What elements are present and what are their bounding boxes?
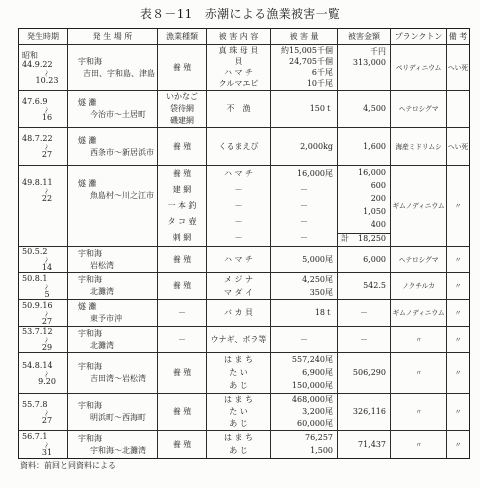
- value-total-line: [338, 233, 390, 244]
- sea-area: 宇和海: [78, 328, 102, 338]
- value-cell: [337, 431, 390, 458]
- value-cell: [337, 273, 390, 299]
- fishery-cell: [157, 353, 206, 393]
- date-cell: [19, 353, 67, 393]
- fishery-type: 養 殖: [172, 141, 192, 151]
- damage-amount: 150,000尾: [291, 381, 333, 391]
- damage-value: 4,500: [363, 104, 386, 113]
- damage-value: 313,000: [352, 58, 386, 67]
- fishery-type: 養 殖: [172, 439, 192, 449]
- location-cell: [67, 247, 157, 272]
- table-row: [19, 273, 469, 300]
- date-range-separator: [19, 256, 67, 263]
- header-plankton: プランクトン: [390, 29, 446, 44]
- table-row: [19, 128, 469, 166]
- date-range-separator: [19, 187, 67, 194]
- fishery-type: 磯建網: [170, 116, 194, 125]
- location-cell: [67, 128, 157, 165]
- place-name: 西条市～新居浜市: [90, 147, 154, 157]
- damage-amount: 約15,005千個: [281, 45, 333, 55]
- amount-cell: [270, 128, 337, 165]
- fishery-type: タ コ 壺: [167, 217, 197, 226]
- fishery-type: 養 殖: [172, 169, 192, 178]
- damage-cell: [206, 273, 270, 299]
- damage-item: ウナギ、ボラ等: [210, 334, 267, 344]
- range-tilde: ～: [41, 69, 50, 77]
- range-tilde: ～: [41, 106, 50, 114]
- remarks-cell: [446, 128, 469, 165]
- amount-cell: [270, 353, 337, 393]
- damage-item: 貝: [234, 56, 243, 66]
- date-range-separator: [19, 370, 67, 377]
- fishery-type: －: [178, 334, 186, 344]
- remarks-cell: [446, 273, 469, 299]
- table-row: [19, 247, 469, 273]
- damage-item: クルマエビ: [218, 79, 259, 89]
- plankton-name: 〃: [415, 369, 422, 377]
- remarks-cell: [446, 45, 469, 90]
- era-label: 昭和: [22, 50, 38, 60]
- amount-cell: [270, 91, 337, 127]
- place-name: 岩松湾: [90, 260, 114, 270]
- damage-item: 不 漁: [226, 104, 251, 113]
- start-date: 50.9.16: [22, 300, 53, 310]
- damage-value: 1,050: [363, 207, 386, 217]
- location-cell: [67, 431, 157, 458]
- amount-cell: [270, 431, 337, 458]
- range-tilde: ～: [41, 283, 50, 291]
- fishery-type: 養 殖: [172, 407, 192, 416]
- value-cell: [337, 247, 390, 272]
- place-name: 吉田湾～岩松湾: [90, 374, 146, 383]
- date-cell: [19, 166, 67, 246]
- date-cell: [19, 273, 67, 299]
- date-range-separator: [19, 409, 67, 416]
- date-cell: [19, 247, 67, 272]
- end-date: 16: [41, 112, 53, 122]
- location-cell: [67, 327, 157, 352]
- place-name: 今治市～土居町: [90, 110, 146, 119]
- place-name: 北灘湾: [90, 287, 114, 296]
- remarks-cell: [446, 394, 469, 430]
- damage-cell: [206, 166, 270, 246]
- start-date: 49.8.11: [22, 178, 53, 187]
- fishery-cell: [157, 431, 206, 458]
- damage-amount: 150ｔ: [309, 104, 333, 113]
- range-tilde: ～: [41, 144, 50, 151]
- place-name: 東予市沖: [90, 314, 122, 323]
- date-cell: [19, 394, 67, 430]
- damage-amount: 2,000kg: [300, 141, 333, 151]
- plankton-name: 〃: [415, 335, 422, 344]
- fishery-cell: [157, 273, 206, 299]
- damage-item: は ま ち: [223, 354, 254, 364]
- end-date: 29: [41, 343, 53, 352]
- table-body: [19, 45, 469, 458]
- amount-cell: [270, 394, 337, 430]
- table-row: [19, 166, 469, 247]
- date-cell: [19, 91, 67, 127]
- damage-item: た い: [229, 367, 248, 377]
- plankton-cell: [390, 128, 446, 165]
- amount-cell: [270, 166, 337, 246]
- plankton-name: ギムノディニウム: [392, 309, 445, 317]
- value-cell: [337, 128, 390, 165]
- end-date: 27: [41, 316, 53, 326]
- start-date: 50.8.1: [22, 273, 48, 283]
- date-range-separator: [19, 69, 67, 76]
- fishery-cell: [157, 128, 206, 165]
- damage-value: －: [360, 334, 368, 344]
- amount-cell: [270, 247, 337, 272]
- damage-amount: 18ｔ: [314, 308, 333, 317]
- damage-item: は ま ち: [223, 395, 254, 404]
- value-cell: [337, 91, 390, 127]
- damage-cell: [206, 247, 270, 272]
- remarks-cell: [446, 166, 469, 246]
- damage-cell: [206, 91, 270, 127]
- damage-amount: －: [300, 233, 308, 242]
- remarks-cell: [446, 91, 469, 127]
- end-date: 27: [41, 150, 53, 159]
- damage-item: ハ マ チ: [223, 254, 254, 264]
- damage-value: 71,437: [358, 439, 386, 449]
- header-occurrence-period: 発生時期: [27, 31, 59, 41]
- table-row: [19, 45, 469, 91]
- value-cell: [337, 394, 390, 430]
- end-date: 10.23: [35, 75, 59, 85]
- place-name: 明浜町～西海町: [90, 413, 146, 422]
- plankton-cell: [390, 45, 446, 90]
- sea-area: 宇和海: [78, 362, 102, 371]
- sea-area: 燧 灘: [78, 98, 97, 107]
- range-tilde: ～: [41, 409, 50, 417]
- damage-cell: [206, 128, 270, 165]
- damage-amount: 6,900尾: [302, 367, 333, 377]
- fishery-type: 養 殖: [172, 281, 192, 290]
- header-damage-value: 被害金額: [337, 29, 390, 44]
- sea-area: 宇和海: [78, 275, 102, 284]
- damage-amount: 16,000尾: [297, 169, 333, 178]
- sea-area: 宇和海: [78, 248, 102, 258]
- header-location: 発 生 場 所: [67, 29, 157, 44]
- damage-item: くるまえび: [218, 141, 259, 151]
- value-total-label: 計: [341, 234, 349, 244]
- remarks-cell: [446, 431, 469, 458]
- date-cell: [19, 327, 67, 352]
- range-tilde: ～: [41, 257, 50, 264]
- amount-cell: [270, 45, 337, 90]
- value-cell: [337, 353, 390, 393]
- fishery-type: 養 殖: [172, 368, 192, 377]
- date-range-separator: [19, 310, 67, 317]
- sea-area: 燧 灘: [78, 179, 97, 188]
- fishery-cell: [157, 300, 206, 326]
- fishery-type: 刺 網: [172, 233, 192, 242]
- damage-item: 真 珠 母 貝: [218, 45, 259, 55]
- sea-area: 宇和海: [78, 56, 102, 66]
- plankton-cell: [390, 431, 446, 458]
- table-row: [19, 353, 469, 394]
- end-date: 22: [41, 194, 53, 203]
- damage-value: 200: [370, 193, 386, 203]
- damage-amount: 557,240尾: [291, 354, 333, 364]
- damage-cell: [206, 327, 270, 352]
- location-cell: [67, 273, 157, 299]
- start-date: 56.7.1: [22, 432, 48, 441]
- remarks-text: 〃: [454, 369, 462, 377]
- damage-value: －: [360, 308, 368, 317]
- damage-amount: 1,500: [310, 446, 333, 456]
- fishery-cell: [157, 45, 206, 90]
- remarks-text: へい死: [447, 142, 469, 151]
- damage-cell: [206, 353, 270, 393]
- plankton-cell: [390, 327, 446, 352]
- date-range-separator: [19, 441, 67, 448]
- start-date: 44.9.22: [22, 59, 53, 69]
- fishery-type: 養 殖: [172, 254, 192, 264]
- fishery-type: いかなご: [166, 92, 198, 101]
- plankton-cell: [390, 166, 446, 246]
- fishery-cell: [157, 327, 206, 352]
- damage-amount: 24,705千個: [289, 56, 333, 66]
- damage-item: は ま ち: [223, 432, 254, 442]
- plankton-name: ギムノディニウム: [392, 202, 445, 210]
- header-damage-amount: 被 害 量: [270, 29, 337, 44]
- remarks-text: 〃: [454, 440, 462, 449]
- header-fishery-type: 漁業種類: [157, 29, 206, 44]
- location-cell: [67, 45, 157, 90]
- place-name: 魚島村～川之江市: [90, 191, 154, 200]
- value-unit: 千円: [370, 47, 386, 56]
- plankton-name: 〃: [415, 440, 422, 449]
- header-remarks: 備 考: [446, 29, 469, 44]
- value-cell: [337, 327, 390, 352]
- value-cell: [337, 300, 390, 326]
- date-range-separator: [19, 143, 67, 150]
- remarks-cell: [446, 247, 469, 272]
- fishery-type: －: [178, 308, 186, 317]
- plankton-cell: [390, 300, 446, 326]
- plankton-name: ノクチルカ: [402, 282, 435, 290]
- location-cell: [67, 166, 157, 246]
- damage-item: バ カ 貝: [223, 308, 254, 317]
- table-row: [19, 431, 469, 458]
- place-name: 吉田、宇和島、津島: [83, 68, 155, 78]
- damage-value: 542.5: [363, 281, 386, 290]
- end-date: 5: [44, 289, 50, 299]
- remarks-text: 〃: [454, 282, 462, 290]
- damage-value: 400: [370, 220, 386, 230]
- remarks-text: 〃: [454, 255, 462, 264]
- damage-item: ハ マ チ: [223, 68, 254, 78]
- range-tilde: ～: [41, 188, 50, 195]
- start-date: 50.5.2: [22, 247, 48, 256]
- amount-cell: [270, 273, 337, 299]
- start-date: 54.8.14: [22, 360, 53, 370]
- amount-cell: [270, 327, 337, 352]
- date-range-separator: [19, 283, 67, 290]
- remarks-text: 〃: [454, 335, 462, 344]
- damage-item: －: [234, 233, 243, 242]
- date-cell: [19, 45, 67, 90]
- damage-cell: [206, 300, 270, 326]
- start-date: 47.6.9: [22, 96, 48, 106]
- damage-value: 326,116: [352, 407, 386, 416]
- damage-amount: 6千尾: [311, 68, 333, 78]
- plankton-cell: [390, 394, 446, 430]
- fishery-type: 養 殖: [172, 62, 192, 72]
- fishery-cell: [157, 394, 206, 430]
- end-date: 27: [41, 415, 53, 425]
- plankton-cell: [390, 91, 446, 127]
- sea-area: 宇和海: [78, 401, 102, 410]
- damage-cell: [206, 431, 270, 458]
- start-date: 53.7.12: [22, 327, 53, 336]
- range-tilde: ～: [41, 337, 50, 344]
- amount-cell: [270, 300, 337, 326]
- remarks-text: 〃: [454, 309, 462, 317]
- header-damage-content: 被 害 内 容: [206, 29, 270, 44]
- date-cell: [19, 128, 67, 165]
- damage-amount: 4,250尾: [302, 274, 333, 284]
- date-range-separator: [19, 106, 67, 113]
- fishery-type: 建 網: [172, 185, 192, 194]
- plankton-name: 〃: [415, 408, 422, 416]
- fishery-cell: [157, 247, 206, 272]
- damage-amount: －: [300, 217, 308, 226]
- end-date: 9.20: [38, 376, 56, 386]
- damage-amount: 468,000尾: [291, 395, 333, 404]
- table-row: [19, 394, 469, 431]
- remarks-cell: [446, 300, 469, 326]
- damage-value: 600: [370, 180, 386, 190]
- table-row: [19, 300, 469, 327]
- damage-amount: 10千尾: [306, 79, 333, 89]
- damage-amount: 3,200尾: [302, 407, 333, 416]
- sea-area: 燧 灘: [78, 302, 97, 311]
- damage-value: 16,000: [358, 167, 386, 177]
- range-tilde: ～: [41, 442, 50, 449]
- value-total: 18,250: [358, 234, 386, 244]
- plankton-cell: [390, 273, 446, 299]
- end-date: 14: [41, 263, 53, 272]
- remarks-cell: [446, 327, 469, 352]
- date-cell: [19, 300, 67, 326]
- damage-value: 6,000: [363, 254, 386, 264]
- damage-amount: 5,000尾: [302, 254, 333, 264]
- damage-item: ハ マ チ: [223, 169, 254, 178]
- value-cell: [337, 166, 390, 246]
- damage-item: マ ダ イ: [223, 287, 254, 297]
- plankton-name: 海産ミドリムシ: [395, 142, 442, 151]
- table-header-row: [19, 29, 469, 45]
- range-tilde: ～: [41, 370, 50, 378]
- plankton-cell: [390, 353, 446, 393]
- damage-amount: 76,257: [305, 432, 333, 442]
- location-cell: [67, 353, 157, 393]
- damage-item: あ じ: [229, 446, 248, 456]
- table-title: 表８－11 赤潮による漁業被害一覧: [139, 7, 341, 21]
- damage-item: －: [234, 185, 243, 194]
- damage-item: メ ジ ナ: [223, 274, 254, 284]
- remarks-text: 〃: [454, 202, 462, 210]
- damage-cell: [206, 394, 270, 430]
- plankton-cell: [390, 247, 446, 272]
- location-cell: [67, 91, 157, 127]
- damage-item: －: [234, 201, 243, 210]
- damage-item: あ じ: [229, 419, 248, 428]
- damage-item: あ じ: [229, 381, 248, 391]
- fishery-type: 袋待網: [170, 104, 194, 113]
- range-tilde: ～: [41, 310, 50, 318]
- plankton-name: ペリディニウム: [395, 63, 442, 72]
- sea-area: 燧 灘: [78, 135, 97, 145]
- source-note: 資料：前回と同資料による: [20, 461, 116, 470]
- value-cell: [337, 45, 390, 90]
- damage-amount: －: [300, 185, 308, 194]
- fishery-cell: [157, 91, 206, 127]
- red-tide-damage-table: [18, 28, 470, 459]
- damage-amount: 60,000尾: [297, 419, 333, 428]
- plankton-name: ヘテロシグマ: [398, 105, 439, 113]
- damage-amount: －: [300, 334, 308, 344]
- location-cell: [67, 394, 157, 430]
- damage-value: 506,290: [352, 368, 386, 377]
- remarks-cell: [446, 353, 469, 393]
- damage-cell: [206, 45, 270, 90]
- damage-item: た い: [229, 407, 248, 416]
- damage-amount: －: [300, 201, 308, 210]
- damage-item: －: [234, 217, 243, 226]
- date-range-separator: [19, 336, 67, 343]
- remarks-text: へい死: [447, 63, 469, 72]
- plankton-name: ヘテロシグマ: [398, 255, 439, 264]
- damage-amount: 350尾: [309, 287, 333, 297]
- location-cell: [67, 300, 157, 326]
- start-date: 48.7.22: [22, 134, 53, 143]
- table-row: [19, 327, 469, 353]
- damage-value: 1,600: [363, 141, 386, 151]
- start-date: 55.7.8: [22, 399, 48, 409]
- sea-area: 宇和海: [78, 433, 102, 443]
- place-name: 北灘湾: [90, 340, 114, 350]
- place-name: 宇和海～北灘湾: [90, 445, 146, 455]
- remarks-text: 〃: [454, 408, 462, 416]
- end-date: 31: [41, 448, 53, 457]
- date-cell: [19, 431, 67, 458]
- fishery-type: 一 本 釣: [167, 201, 197, 210]
- table-row: [19, 91, 469, 128]
- fishery-cell: [157, 166, 206, 246]
